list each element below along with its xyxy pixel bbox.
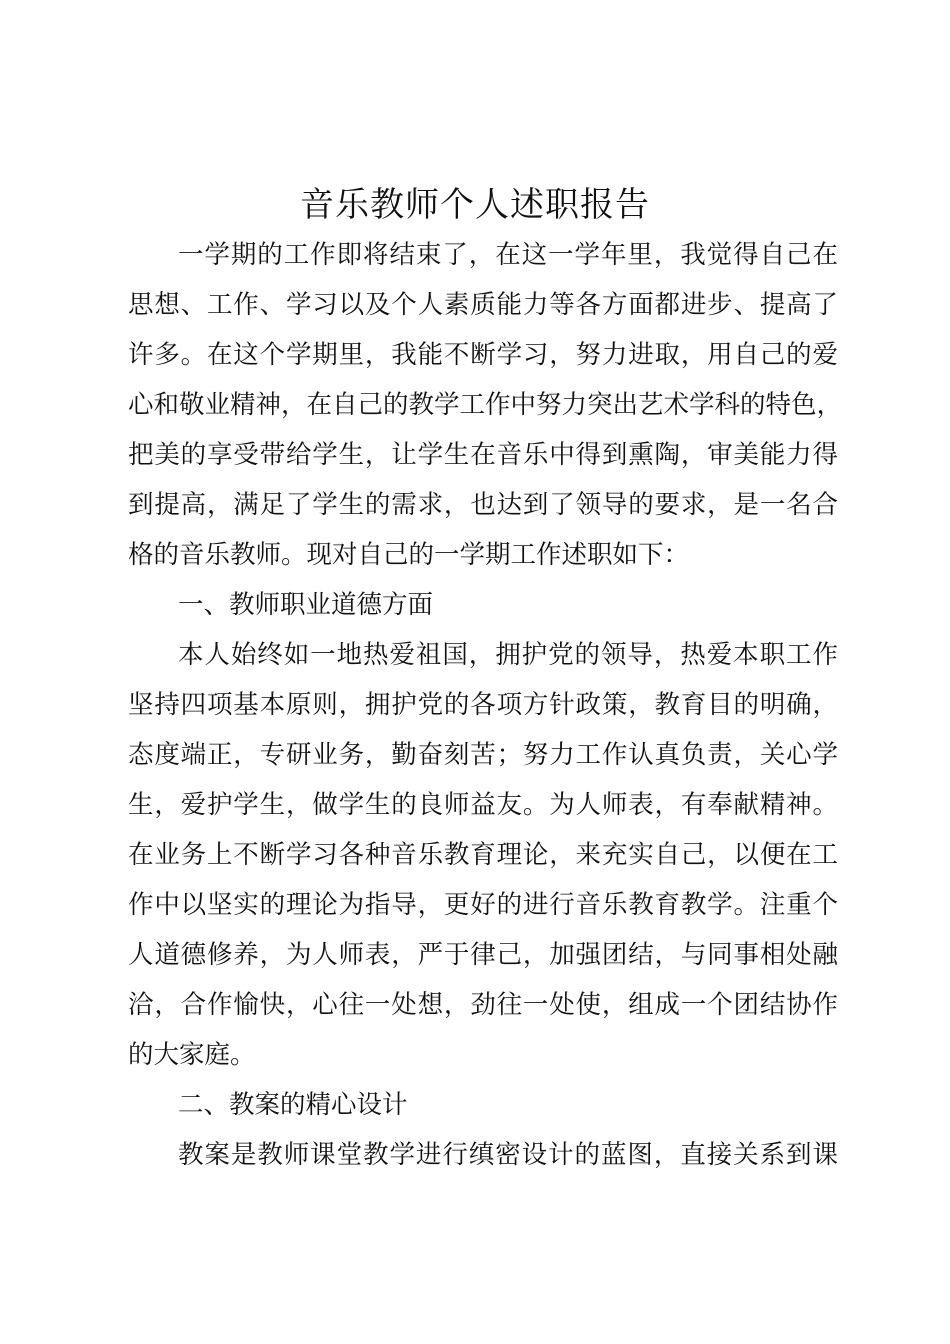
paragraph-line: 许多。在这个学期里，我能不断学习，努力进取，用自己的爱: [128, 340, 838, 370]
paragraph-line: 人道德修养，为人师表，严于律己，加强团结，与同事相处融: [128, 940, 838, 970]
paragraph-line: 心和敬业精神，在自己的教学工作中努力突出艺术学科的特色，: [128, 390, 843, 420]
paragraph-line: 洽，合作愉快，心往一处想，劲往一处使，组成一个团结协作: [128, 990, 838, 1020]
paragraph-line: 格的音乐教师。现对自己的一学期工作述职如下：: [128, 540, 690, 570]
document-title: 音乐教师个人述职报告: [300, 185, 650, 225]
paragraph-line: 思想、工作、学习以及个人素质能力等各方面都进步、提高了: [128, 290, 838, 320]
paragraph-line: 一学期的工作即将结束了，在这一学年里，我觉得自己在: [178, 240, 838, 270]
paragraph-line: 的大家庭。: [128, 1040, 256, 1070]
paragraph-line: 教案是教师课堂教学进行缜密设计的蓝图，直接关系到课: [178, 1140, 838, 1170]
paragraph-line: 在业务上不断学习各种音乐教育理论，来充实自己，以便在工: [128, 840, 838, 870]
paragraph-line: 本人始终如一地热爱祖国，拥护党的领导，热爱本职工作: [178, 640, 838, 670]
paragraph-line: 生，爱护学生，做学生的良师益友。为人师表，有奉献精神。: [128, 790, 838, 820]
section-heading: 二、教案的精心设计: [178, 1090, 408, 1120]
paragraph-line: 坚持四项基本原则，拥护党的各项方针政策，教育目的明确，: [128, 690, 838, 720]
paragraph-line: 态度端正，专研业务，勤奋刻苦；努力工作认真负责，关心学: [128, 740, 838, 770]
paragraph-line: 作中以坚实的理论为指导，更好的进行音乐教育教学。注重个: [128, 890, 838, 920]
paragraph-line: 把美的享受带给学生，让学生在音乐中得到熏陶，审美能力得: [128, 440, 838, 470]
paragraph-line: 到提高，满足了学生的需求，也达到了领导的要求，是一名合: [128, 490, 838, 520]
section-heading: 一、教师职业道德方面: [178, 590, 434, 620]
